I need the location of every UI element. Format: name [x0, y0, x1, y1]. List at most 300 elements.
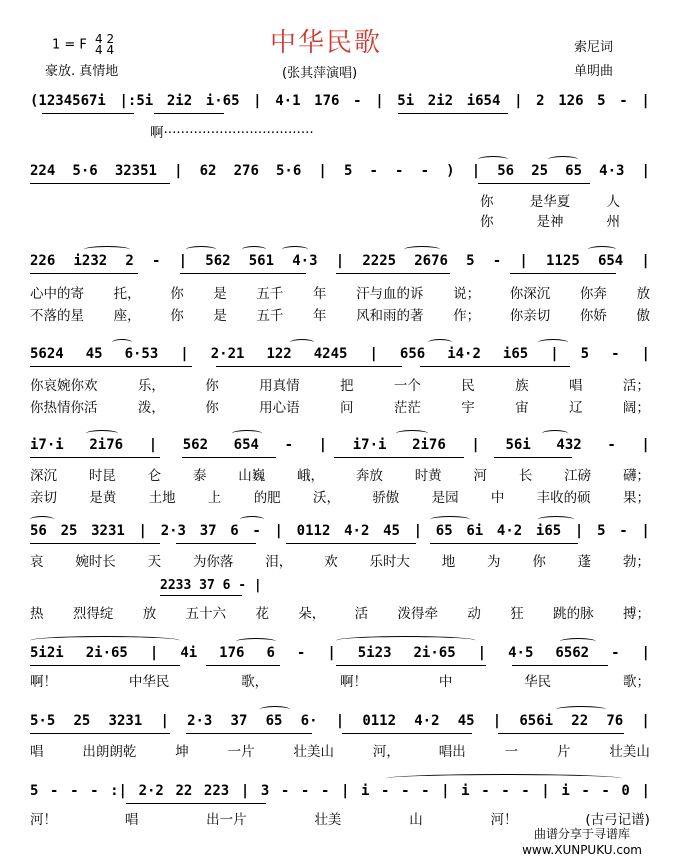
lyric-word: 你深沉 [509, 286, 551, 302]
lyric-word: 中 [490, 490, 505, 506]
note-group: 1125 [546, 253, 580, 269]
lyricist-credit: 索尼词 [574, 40, 614, 55]
lyric-word: 州 [606, 214, 620, 230]
note-group: 4·3 [599, 163, 625, 179]
note-group: - [492, 253, 502, 269]
time-signature: 4 2 4 4 [95, 32, 115, 57]
lyric-word: 风和雨的著 [356, 308, 424, 324]
barline: | [240, 783, 250, 799]
notation-line [30, 93, 650, 109]
barline: |:5i [119, 93, 154, 109]
lyric-word: 婉时长 [75, 554, 116, 570]
note-group: 76 [606, 713, 624, 729]
lyric-word: 是园 [431, 490, 459, 506]
lyric-line [30, 740, 650, 760]
lyric-word: 泼得牵 [397, 606, 439, 622]
lyric-word: 华民 [524, 674, 552, 690]
note-group: - [252, 523, 261, 539]
note-group: (1234567i [30, 93, 106, 109]
lyric-word: 亲切 [30, 490, 57, 506]
note-group: 4·5 [508, 645, 534, 661]
lyric-word: 为你落 [192, 554, 234, 570]
barline: | [519, 253, 528, 269]
lyric-word: 乐时大 [369, 554, 410, 570]
note-group: - [296, 645, 306, 661]
lyric-word: 河， [372, 744, 400, 760]
lyric-word: 你 [532, 554, 546, 570]
note-group: 656 [399, 346, 426, 362]
lyric-line [30, 464, 650, 484]
note-group: - [619, 523, 628, 539]
note-group: 5 [30, 783, 39, 799]
lyric-word: 果； [622, 490, 650, 506]
note-group: i7·i [352, 437, 387, 453]
lyric-word: 用真情 [259, 378, 300, 394]
barline: | [641, 93, 650, 109]
lyric-line [30, 486, 650, 506]
note-group: - [320, 783, 330, 799]
note-group: 5·6 [276, 163, 302, 179]
note-group: 2·21 [210, 346, 245, 362]
barline: | [471, 437, 480, 453]
note-group: 3231 [91, 523, 125, 539]
barline: | [641, 163, 650, 179]
note-group: 22 [175, 783, 193, 799]
notation-line [30, 783, 650, 799]
note-group: 6 [230, 523, 239, 539]
note-group: 5i [397, 93, 415, 109]
barline: | [149, 645, 159, 661]
note-group: 6 [266, 645, 275, 661]
note-group: 656i [519, 713, 554, 729]
lyric-word: 你 [480, 214, 494, 230]
note-group: - [50, 783, 59, 799]
lyric-word: 托， [113, 286, 141, 302]
barline: | [541, 783, 550, 799]
lyric-word: 中 [438, 674, 453, 690]
lyric-word: 丰收的硕 [536, 490, 591, 506]
note-group: i654 [466, 93, 501, 109]
note-group: - [90, 783, 99, 799]
lyric-word: 泰 [192, 468, 207, 484]
barline: | [180, 346, 189, 362]
note-group: 5624 [30, 346, 64, 362]
barline: | [471, 163, 481, 179]
barline: | [274, 523, 283, 539]
lyric-word: 出朗朗乾 [82, 744, 137, 760]
barline: | [641, 523, 650, 539]
note-group: - [395, 163, 404, 179]
barline: | [160, 713, 169, 729]
barline: | [641, 346, 650, 362]
note-group: 4·2 [496, 523, 523, 539]
note-group: 4245 [313, 346, 348, 362]
lyric-word: 壮美山 [609, 744, 650, 760]
note-group: i [461, 783, 470, 799]
note-group: - [369, 163, 378, 179]
note-group: 0112 [362, 713, 397, 729]
note-group: 37 [199, 523, 217, 539]
note-group: 126 [558, 93, 584, 109]
note-group: - [381, 783, 390, 799]
score-system [30, 645, 650, 667]
lyric-word: 地 [441, 554, 456, 570]
lyric-word: 时黄 [414, 468, 442, 484]
note-group: - [501, 783, 510, 799]
barline: | [574, 523, 584, 539]
lyric-word: (古弓记谱) [585, 812, 650, 828]
lyric-word: 歌， [241, 674, 269, 690]
note-group: 4·2 [414, 713, 440, 729]
note-group: 5 [597, 93, 606, 109]
barline: | [550, 346, 559, 362]
lyric-word: 的肥 [253, 490, 281, 506]
lyric-word: 峨， [297, 468, 325, 484]
score-system [30, 783, 650, 805]
barline: | [441, 783, 450, 799]
note-group: 176 [314, 93, 340, 109]
lyric-word: 问 [340, 400, 354, 416]
score-system [30, 346, 650, 368]
lyric-line [30, 550, 650, 570]
note-group: 5 [343, 163, 353, 179]
barline: | [148, 437, 158, 453]
note-group: 56 [30, 523, 47, 539]
lyric-word: 你 [480, 194, 494, 210]
note-group: 4·1 [275, 93, 301, 109]
note-group: 37 [230, 713, 248, 729]
lyric-line [30, 808, 650, 828]
score-system [30, 93, 650, 115]
lyric-word: 放 [142, 606, 157, 622]
lyric-word: 是黄 [89, 490, 117, 506]
note-group: i [561, 783, 570, 799]
note-group: 3231 [108, 713, 143, 729]
key-signature: 1 = F 4 2 4 4 [52, 32, 115, 57]
note-group: 25 [73, 713, 91, 729]
note-group: 2i·65 [413, 645, 456, 661]
score-system [30, 253, 650, 275]
lyric-word: 宇 [461, 400, 475, 416]
notation-line [30, 437, 650, 453]
note-group: 654 [597, 253, 624, 269]
lyric-word: 作； [453, 308, 481, 324]
note-group: 224 [30, 163, 56, 179]
note-group: 6· [300, 713, 318, 729]
lyric-line [30, 670, 650, 690]
lyric-word: 汗与血的诉 [356, 286, 424, 302]
note-group: 5 [597, 523, 606, 539]
lyric-word: 唱出 [438, 744, 466, 760]
note-group: 0112 [296, 523, 331, 539]
lyric-word: 不落的星 [30, 308, 84, 324]
lyric-word: 泼， [137, 400, 165, 416]
note-group: - [401, 783, 410, 799]
lyric-word: 壮美 [314, 812, 342, 828]
score-system [30, 437, 650, 459]
lyric-word: 时昆 [88, 468, 116, 484]
lyric-word: 族 [515, 378, 529, 394]
note-group: - [611, 346, 620, 362]
lyric-word: 唱 [569, 378, 583, 394]
note-group: 2i2 [166, 93, 193, 109]
barline: | [327, 645, 336, 661]
lyric-word: 五千 [256, 286, 284, 302]
note-group: 3 [260, 783, 270, 799]
note-group: 32351 [114, 163, 157, 179]
lyric-word: 民 [461, 378, 475, 394]
note-group: 62 [199, 163, 217, 179]
barline: | [641, 437, 650, 453]
note-group: - [581, 783, 590, 799]
lyric-word: 泪， [265, 554, 293, 570]
barline: | [369, 346, 378, 362]
lyric-word: 骄傲 [372, 490, 400, 506]
note-group: i [361, 783, 370, 799]
note-group: - [619, 93, 628, 109]
lyric-line [480, 190, 620, 210]
barline: | [335, 253, 345, 269]
note-group: - [70, 783, 79, 799]
lyric-word: 为 [487, 554, 501, 570]
lyric-word: 天 [147, 554, 162, 570]
note-group: 56 [497, 163, 515, 179]
lyric-word: 五千 [256, 308, 284, 324]
lyric-word: 欢 [324, 554, 338, 570]
notation-line [30, 645, 650, 661]
lyric-word: 你 [170, 308, 184, 324]
note-group: i7·i [30, 437, 64, 453]
note-group: 276 [233, 163, 259, 179]
note-group: 2225 [362, 253, 397, 269]
lyric-word: 动 [467, 606, 481, 622]
lyric-line [30, 374, 650, 394]
lyric-word: 座， [113, 308, 141, 324]
lyric-word: 人 [606, 194, 620, 210]
note-group: - [611, 645, 620, 661]
lyric-word: 一片 [227, 744, 255, 760]
barline: :| [110, 783, 127, 799]
note-group: 0 [621, 783, 630, 799]
notation-variant: 2233 37 6 - | [160, 578, 262, 593]
note-group: 5·6 [72, 163, 98, 179]
note-group: 2 [125, 253, 134, 269]
lyric-word: 烈得绽 [72, 606, 114, 622]
notation-line [30, 163, 650, 179]
note-group: 25 [531, 163, 549, 179]
lyric-word: 唱 [30, 744, 44, 760]
barline: | [318, 163, 327, 179]
notation-line [30, 523, 650, 539]
lyric-word: 山巍 [238, 468, 266, 484]
lyric-word: 河 [473, 468, 487, 484]
lyric-word: 唱 [124, 812, 139, 828]
note-group: 562 [182, 437, 209, 453]
note-group: i·65 [205, 93, 240, 109]
lyric-word: 坤 [175, 744, 189, 760]
note-group: i65 [502, 346, 529, 362]
lyric-word: 你 [205, 400, 219, 416]
lyric-word: 搏； [622, 606, 650, 622]
lyric-line [30, 602, 650, 622]
note-group: 2·2 [138, 783, 164, 799]
lyric-word: 跳的脉 [553, 606, 594, 622]
note-group: 45 [457, 713, 475, 729]
note-group: 223 [203, 783, 230, 799]
note-group: - [607, 437, 616, 453]
tempo-mark: 豪放. 真情地 [45, 64, 119, 79]
note-group: 562 [205, 253, 231, 269]
barline: | [174, 163, 183, 179]
note-group: 2·3 [187, 713, 213, 729]
lyric-word: 一个 [393, 378, 421, 394]
lyric-word: 你亲切 [509, 308, 551, 324]
lyric-word: 朵， [298, 606, 326, 622]
site-watermark: 曲谱分享于寻谱库 www.XUNPUKU.com [522, 827, 642, 857]
lyric-word: 辽 [569, 400, 583, 416]
lyric-word: 把 [340, 378, 354, 394]
note-group: - [521, 783, 530, 799]
lyric-word: 放 [636, 286, 650, 302]
note-group: 2i2 [427, 93, 454, 109]
lyric-line [480, 210, 620, 230]
lyric-word: 长 [518, 468, 533, 484]
lyric-word: 河！ [30, 812, 57, 828]
note-group: 5i2i [30, 645, 64, 661]
lyric-word: 奔放 [355, 468, 383, 484]
note-group: i65 [535, 523, 562, 539]
lyric-word: 啊！ [339, 674, 367, 690]
note-group: 4·3 [292, 253, 318, 269]
note-group: 65 [265, 713, 283, 729]
note-group: 5·5 [30, 713, 56, 729]
lyric-word: 花 [255, 606, 269, 622]
lyric-line [30, 282, 650, 302]
note-group: 6i [466, 523, 484, 539]
note-group: 5i23 [357, 645, 392, 661]
lyric-word: 茫茫 [393, 400, 421, 416]
score-system [30, 713, 650, 735]
notation-line [30, 713, 650, 729]
lyric-word: 你 [170, 286, 184, 302]
lyric-word: 说； [453, 286, 481, 302]
lyric-line [30, 304, 650, 324]
barline: | [514, 93, 523, 109]
lyric-word: 乐， [137, 378, 165, 394]
barline: | [492, 713, 502, 729]
note-group: 5 [466, 253, 475, 269]
lyric-word: 歌； [622, 674, 650, 690]
note-group: - [481, 783, 490, 799]
note-group: 2·3 [160, 523, 186, 539]
note-group: 561 [248, 253, 275, 269]
lyric-word: 狂 [510, 606, 524, 622]
note-group: - [420, 163, 430, 179]
barline: | [641, 253, 650, 269]
lyric-word: 河！ [490, 812, 518, 828]
barline: | [641, 783, 650, 799]
lyric-word: 山 [409, 812, 423, 828]
note-group: 226 [30, 253, 56, 269]
note-group: 2676 [414, 253, 448, 269]
lyric-line [30, 396, 650, 416]
lyric-word: 江磅 [564, 468, 592, 484]
note-group: - [280, 783, 290, 799]
lyric-word: 啊！ [30, 674, 57, 690]
score-system [30, 163, 650, 185]
note-group: - [152, 253, 161, 269]
note-group: 2i·65 [85, 645, 128, 661]
notation-line [30, 253, 650, 269]
note-group: 4·2 [344, 523, 370, 539]
lyric-word: 是华夏 [529, 194, 571, 210]
note-group: 45 [85, 346, 103, 362]
lyric-word: 五十六 [185, 606, 227, 622]
lyric-word: 土地 [148, 490, 176, 506]
barline: | [375, 93, 384, 109]
note-group: 65 [435, 523, 453, 539]
note-group: ) [446, 163, 455, 179]
note-group: 45 [383, 523, 400, 539]
note-group: 6562 [555, 645, 590, 661]
lyric-word: 心中的寄 [30, 286, 84, 302]
lyric-word: 上 [207, 490, 222, 506]
lyric-word: 活； [622, 378, 650, 394]
lyric-word: 你哀婉你欢 [30, 378, 98, 394]
note-group: 432 [556, 437, 582, 453]
barline: | [340, 783, 350, 799]
note-group: 22 [571, 713, 589, 729]
note-group: 56i [505, 437, 531, 453]
lyric-word: 是 [213, 308, 227, 324]
note-group: 654 [233, 437, 259, 453]
lyric-word: 是神 [536, 214, 564, 230]
note-group: 2i76 [89, 437, 124, 453]
lyric-word: 礴； [622, 468, 650, 484]
note-group: 2 [536, 93, 545, 109]
lyric-word: 你 [205, 378, 219, 394]
note-group: 122 [266, 346, 292, 362]
note-group: - [601, 783, 610, 799]
lyric-word: 中华民 [128, 674, 170, 690]
barline: | [477, 645, 487, 661]
lyric-word: 沃， [312, 490, 340, 506]
lyric-word: 用心语 [259, 400, 300, 416]
note-group: 65 [565, 163, 583, 179]
barline: | [413, 523, 423, 539]
lyric-word: 热 [30, 606, 44, 622]
note-group: - [284, 437, 294, 453]
barline: | [253, 93, 262, 109]
lyric-word: 你娇 [579, 308, 607, 324]
lyric-word: 活 [354, 606, 369, 622]
note-group: - [300, 783, 310, 799]
note-group: i232 [73, 253, 108, 269]
lyric-word: 阔； [622, 400, 650, 416]
lyric-word: 哀 [30, 554, 44, 570]
lyric-word: 一 [504, 744, 519, 760]
page-title: 中华民歌 [270, 28, 383, 58]
barline: | [178, 253, 188, 269]
lyric-word: 壮美山 [293, 744, 334, 760]
lyric-word: 出一片 [206, 812, 247, 828]
lyric-word: 片 [557, 744, 571, 760]
note-group: - [421, 783, 430, 799]
score-system [30, 523, 650, 545]
composer-credit: 单明曲 [574, 64, 614, 79]
lyric-word: 勃； [622, 554, 650, 570]
barline: | [335, 713, 345, 729]
